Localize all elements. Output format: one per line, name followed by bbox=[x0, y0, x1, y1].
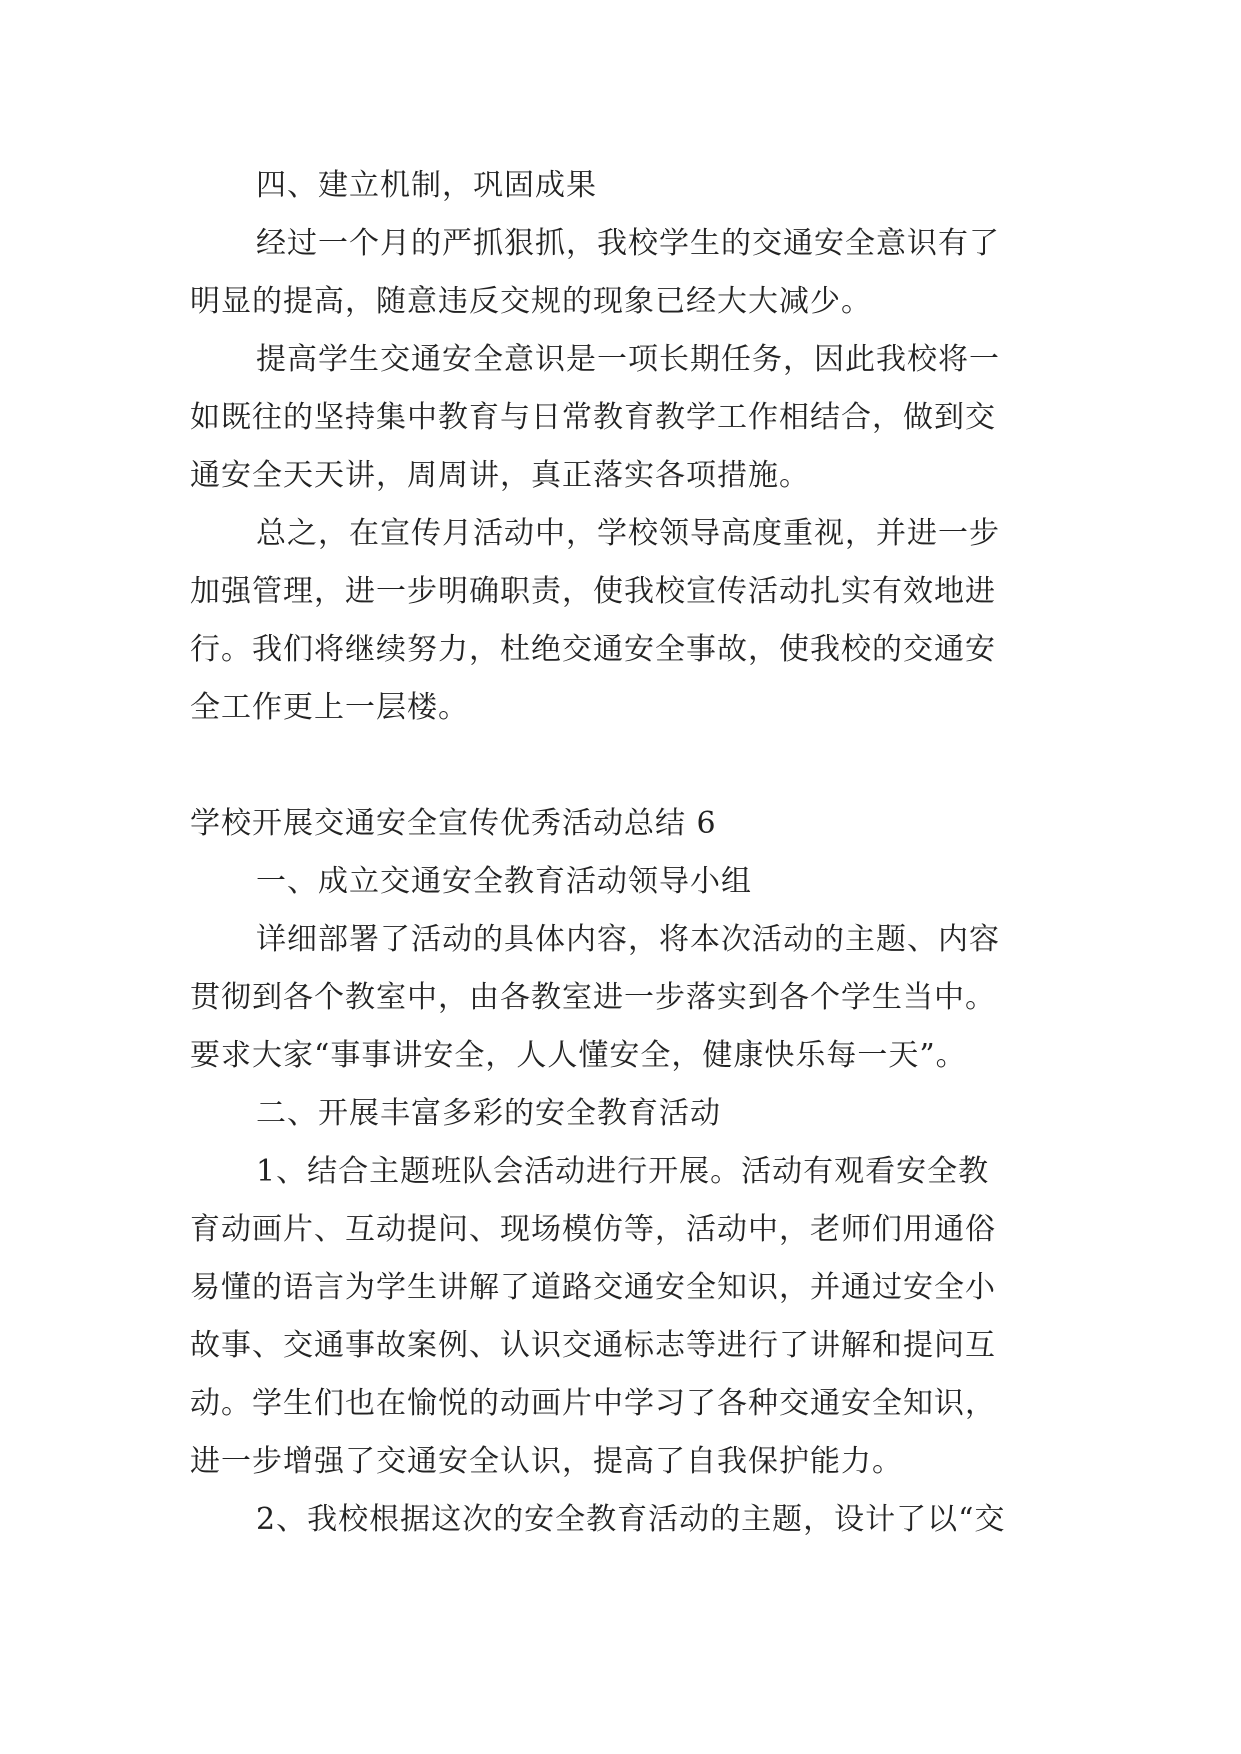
section-heading: 一、成立交通安全教育活动领导小组 bbox=[256, 864, 752, 899]
paragraph-line: 1、结合主题班队会活动进行开展。活动有观看安全教 bbox=[256, 1154, 990, 1189]
paragraph-line: 如既往的坚持集中教育与日常教育教学工作相结合，做到交 bbox=[190, 400, 996, 435]
paragraph-line: 经过一个月的严抓狠抓，我校学生的交通安全意识有了 bbox=[256, 226, 1000, 261]
paragraph-line: 育动画片、互动提问、现场模仿等，活动中，老师们用通俗 bbox=[190, 1212, 996, 1247]
paragraph-line: 贯彻到各个教室中，由各教室进一步落实到各个学生当中。 bbox=[190, 980, 996, 1015]
section-heading: 二、开展丰富多彩的安全教育活动 bbox=[256, 1096, 721, 1131]
paragraph-line: 明显的提高，随意违反交规的现象已经大大减少。 bbox=[190, 284, 872, 319]
paragraph-line: 动。学生们也在愉悦的动画片中学习了各种交通安全知识， bbox=[190, 1386, 996, 1421]
paragraph-line: 要求大家“事事讲安全，人人懂安全，健康快乐每一天”。 bbox=[190, 1038, 967, 1073]
paragraph-line: 提高学生交通安全意识是一项长期任务，因此我校将一 bbox=[256, 342, 1000, 377]
document-title: 学校开展交通安全宣传优秀活动总结 6 bbox=[190, 806, 717, 841]
paragraph-line: 通安全天天讲，周周讲，真正落实各项措施。 bbox=[190, 458, 810, 493]
paragraph-line: 详细部署了活动的具体内容，将本次活动的主题、内容 bbox=[256, 922, 1000, 957]
paragraph-line: 故事、交通事故案例、认识交通标志等进行了讲解和提问互 bbox=[190, 1328, 996, 1363]
paragraph-line: 加强管理，进一步明确职责，使我校宣传活动扎实有效地进 bbox=[190, 574, 996, 609]
paragraph-line: 2、我校根据这次的安全教育活动的主题，设计了以“交 bbox=[256, 1502, 1006, 1537]
paragraph-line: 进一步增强了交通安全认识，提高了自我保护能力。 bbox=[190, 1444, 903, 1479]
paragraph-line: 全工作更上一层楼。 bbox=[190, 690, 469, 725]
section-heading: 四、建立机制，巩固成果 bbox=[256, 168, 597, 203]
paragraph-line: 行。我们将继续努力，杜绝交通安全事故，使我校的交通安 bbox=[190, 632, 996, 667]
paragraph-line: 易懂的语言为学生讲解了道路交通安全知识，并通过安全小 bbox=[190, 1270, 996, 1305]
paragraph-line: 总之，在宣传月活动中，学校领导高度重视，并进一步 bbox=[256, 516, 1000, 551]
